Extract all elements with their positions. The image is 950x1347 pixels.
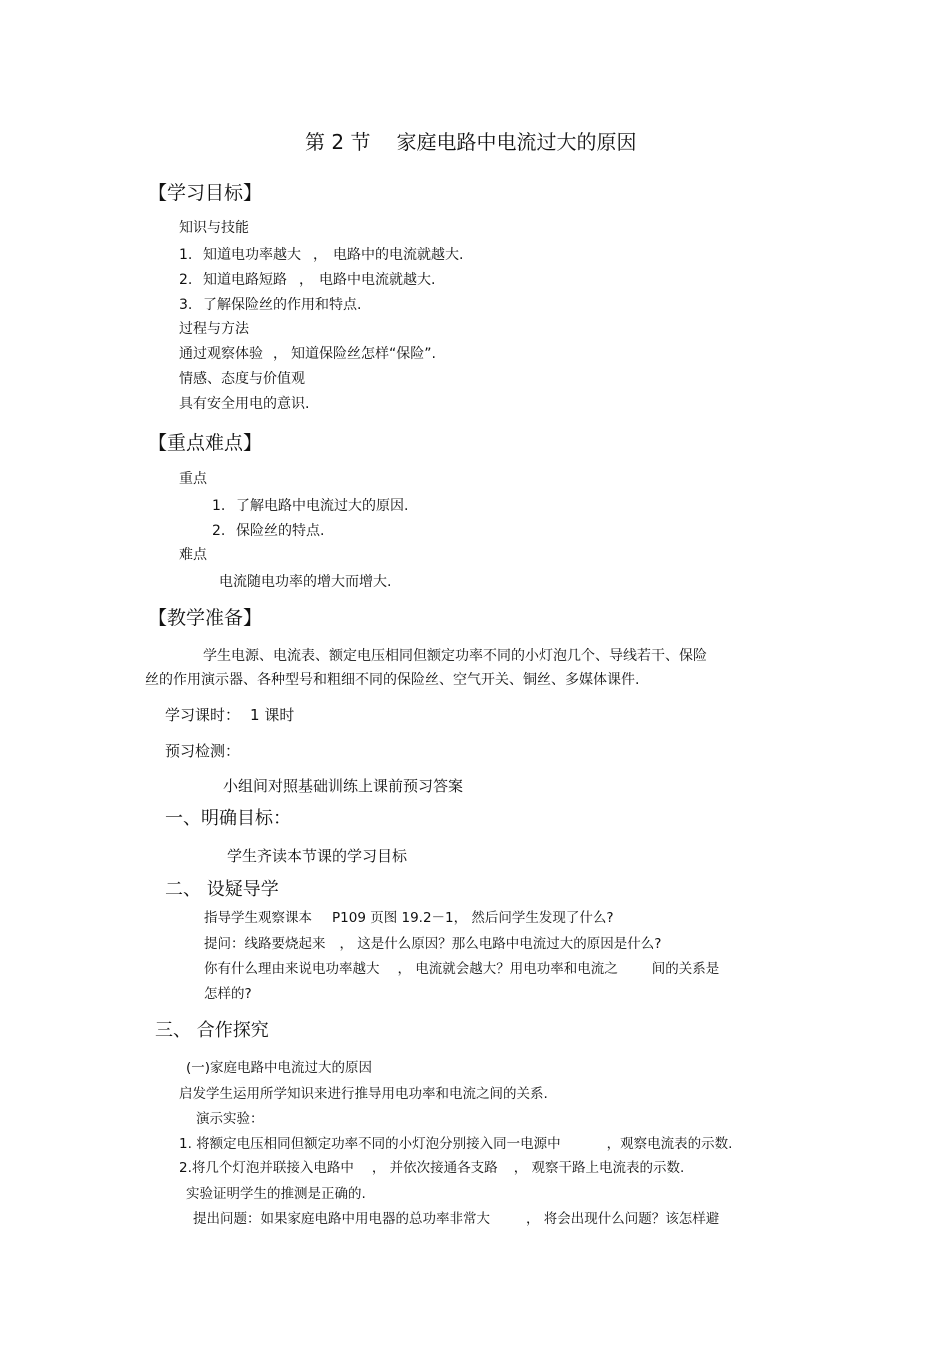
difficult-text: 电流随电功率的增大而增大. (219, 574, 392, 590)
knowledge-item: 2. 知道电路短路 ， 电路中电流就越大. (179, 272, 436, 288)
section-one-text: 学生齐读本节课的学习目标 (227, 847, 408, 865)
emotion-heading: 情感、态度与价值观 (179, 371, 305, 387)
knowledge-item: 1. 知道电功率越大 ， 电路中的电流就越大. (179, 247, 464, 263)
section-one-heading: 一、明确目标： (165, 808, 291, 829)
section-three-line: 实验证明学生的推测是正确的. (186, 1186, 366, 1202)
process-heading: 过程与方法 (179, 321, 249, 337)
section-two-heading: 二、 设疑导学 (165, 879, 279, 900)
key-item: 2. 保险丝的特点. (212, 523, 325, 539)
experiment-step: 1. 将额定电压相同但额定功率不同的小灯泡分别接入同一电源中 ，观察电流表的示数. (179, 1136, 733, 1152)
section-three-heading: 三、 合作探究 (155, 1020, 269, 1041)
preview-text: 小组间对照基础训练上课前预习答案 (223, 777, 464, 795)
key-heading: 重点 (179, 471, 207, 487)
difficult-heading: 难点 (179, 547, 207, 563)
experiment-step: 2.将几个灯泡并联接入电路中 ， 并依次接通各支路 ， 观察干路上电流表的示数. (179, 1160, 685, 1176)
process-text: 通过观察体验 ， 知道保险丝怎样“保险”. (179, 346, 436, 362)
section-number: 第 2 节 (305, 130, 371, 154)
section-two-line: 怎样的? (204, 986, 252, 1002)
preview-label: 预习检测： (165, 742, 241, 760)
class-hours: 学习课时： 1 课时 (165, 706, 295, 724)
prep-heading: 【教学准备】 (148, 607, 263, 629)
objectives-heading: 【学习目标】 (148, 182, 263, 204)
section-name: 家庭电路中电流过大的原因 (396, 130, 637, 154)
demo-label: 演示实验： (196, 1111, 264, 1127)
section-two-line: 提问：线路要烧起来 ， 这是什么原因？那么电路中电流过大的原因是什么? (204, 936, 662, 952)
knowledge-item: 3. 了解保险丝的作用和特点. (179, 297, 362, 313)
knowledge-heading: 知识与技能 (179, 220, 249, 236)
key-points-heading: 【重点难点】 (148, 432, 263, 454)
emotion-text: 具有安全用电的意识. (179, 396, 310, 412)
section-two-line: 指导学生观察课本 P109 页图 19.2－1， 然后问学生发现了什么? (204, 910, 614, 926)
prep-line: 丝的作用演示器、各种型号和粗细不同的保险丝、空气开关、铜丝、多媒体课件. (145, 672, 640, 688)
section-two-line: 你有什么理由来说电功率越大 ， 电流就会越大？用电功率和电流之 间的关系是 (204, 961, 720, 977)
prep-line: 学生电源、电流表、额定电压相同但额定功率不同的小灯泡几个、导线若干、保险 (203, 648, 707, 664)
section-three-line: 提出问题：如果家庭电路中用电器的总功率非常大 ， 将会出现什么问题？该怎样避 (193, 1211, 720, 1227)
section-three-subheading: (一)家庭电路中电流过大的原因 (186, 1060, 373, 1076)
key-item: 1. 了解电路中电流过大的原因. (212, 498, 409, 514)
section-three-line: 启发学生运用所学知识来进行推导用电功率和电流之间的关系. (179, 1086, 548, 1102)
page-title (305, 130, 636, 154)
